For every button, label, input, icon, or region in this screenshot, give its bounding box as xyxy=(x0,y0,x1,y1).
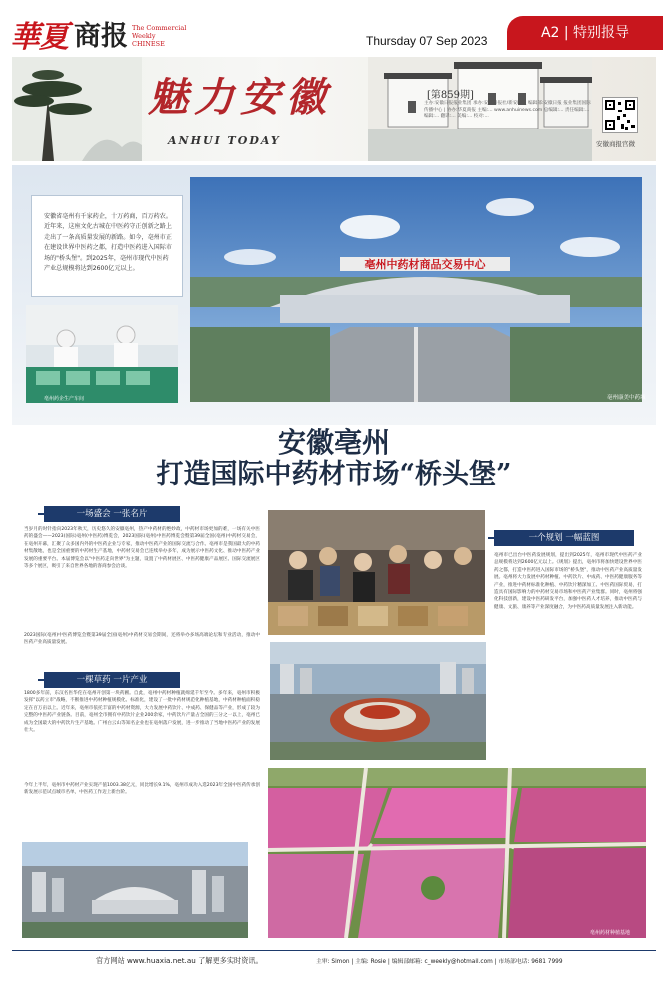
market-aerial-photo xyxy=(270,642,486,760)
qr-caption: 安徽商报官微 xyxy=(596,140,635,148)
section-heading-2: 一棵草药 一片产业 xyxy=(44,672,180,688)
market-building-photo xyxy=(190,177,642,402)
headline-line1: 安徽亳州 xyxy=(277,426,390,459)
section-2-body-2: 今年上半年，亳州市中药材产业实现产值1003.38亿元，同比增长9.1%，亳州市成功入选2023年全国中医药传承创新发展示范试点城市名单，中医药工作迈上新台阶。 xyxy=(24,783,260,796)
issue-date: Thursday 07 Sep 2023 xyxy=(366,34,488,48)
editorial-credits: 主办:安徽日报报业集团 承办:安徽日报社/新安晚报 编辑部:安徽日报 报业集团国际传播中心 | 协办:华夏商报 主编:... www.anhuinews.com 总编辑:... 责任编辑:... 编辑:... 翻译:... 美编:... 校对:... xyxy=(424,101,591,120)
svg-text:亳州中药材商品交易中心: 亳州中药材商品交易中心 xyxy=(364,258,486,271)
section-tab: A2 | 特别报导 xyxy=(507,16,663,50)
section-3-body: 亳州市已出台中医药发展规划，提出到2025年，亳州市现代中医药产业总规模将达到2600亿元以上。《规划》提出，亳州市将加快建设世界中医药之都，打造中医药进入国际市场的"桥头堡"，推动中医药产业高质量发展。亳州将大力发展中药材种植、中药饮片、中成药、中医药健康服务等产业，推进中药材标准化种植、中药饮片精深加工、中医药国际贸易，打造具有国际影响力的中药材交易市场和中医药产业集群。同时，亳州将强化科技创新，建设中医药研发平台，加强中医药人才培养，推动中医药与健康、文旅、康养等产业深度融合，为中医药高质量发展注入新动能。 xyxy=(494,553,642,610)
section-1-body-2: 2023国际(亳州)中医药博览会暨第39届全国(亳州)中药材交易会期间，还将举办多场高端论坛和专业活动，推动中医药产业高质量发展。 xyxy=(24,633,260,646)
headline-line2: 打造国际中药材市场“桥头堡” xyxy=(156,459,512,490)
expo-crowd-photo xyxy=(268,510,485,635)
footer-website[interactable]: 官方网站 www.huaxia.net.au 了解更多实时资讯。 xyxy=(96,956,263,965)
section-1-body: 当岁月的时针指向2023年秋天，历史悠久的安徽亳州，热产中药材的绝妙政，中药材市场更加的难，一场有关中医药的盛会——2023(国际)亳州(中医药)博览会，2023国际(亳州)中医药博览会暨第39届全国(亳州)中药材交易会，在亳州开幕，汇聚了众多国内外的中医药企业与专家，推动中医药产业的国际交流与合作。亳州市是我国最大的中药材集散地，也是全国重要的中药材生产基地，中药材交易会已连续举办多年，成为展示中医药文化、推动中医药产业发展的重要平台。本届博览会以"中医药走向世界"为主题，设置了中药材展区、中医药健康产品展区、国际交流展区等多个展区，吸引了来自世界各地的客商参会洽谈。 xyxy=(24,527,260,570)
field-photo-caption: 亳州药材种植基地 xyxy=(590,930,631,936)
intro-paragraph: 安徽省亳州有千家药企，十万药商，百万药农。近年来，这座文化古城在中医药守正创新之路上走出了一条高质量发展的新路。如今，亳州市正在建设世界中医药之都，打造中医药进入国际市场的"桥头堡"。到2025年，亳州市现代中医药产业总规模将达到2600亿元以上。 xyxy=(44,213,172,273)
section-heading-1: 一场盛会 一张名片 xyxy=(44,506,180,522)
section-heading-3: 一个规划 一幅蓝图 xyxy=(494,530,634,546)
banner-title: 魅力安徽 xyxy=(148,74,332,121)
brand-logo-shangbao: 商报 xyxy=(74,21,128,52)
pharma-factory-photo xyxy=(26,305,178,403)
masthead xyxy=(0,0,668,55)
footer-credits: 主审: Simon | 主编: Rosie | 编辑部邮箱: c_weekly@hotmail.com | 市场部电话: 9681 7999 xyxy=(316,959,563,965)
banner-subtitle: ANHUI TODAY xyxy=(168,134,281,147)
pine-tree-illustration xyxy=(12,57,142,161)
section-2-body: 1800多年前，东汉名医华佗在亳州开创第一块药圃。自此，亳州中药材种植就绵延千年至今。多年来，亳州市积极发挥"以药立市"战略，不断推进中药材种植规模化、标准化，建设了一批中药材规范化种植基地，中药材种植面积稳定在百万亩以上。近年来，亳州市依托丰富的中药材资源，大力发展中药饮片、中成药、保健品等产业，形成了较为完整的中医药产业链条。目前，亳州全市拥有中药饮片企业200余家，中药饮片产量占全国的三分之一以上，亳州已成为全国最大的中药饮片生产基地。广州白云山等知名企业也在亳州落户发展，进一步推动了当地中医药产业的发展壮大。 xyxy=(24,691,260,734)
hero-photo-caption: 亳州康美中药城 xyxy=(607,395,646,401)
issue-number: [第859期] xyxy=(427,90,474,101)
pharma-photo-caption: 亳州药企生产车间 xyxy=(44,396,85,402)
footer-rule xyxy=(12,950,656,951)
brand-subtitle: The Commercial Weekly CHINESE xyxy=(132,24,187,48)
city-aerial-photo xyxy=(22,842,248,938)
brand-logo-hua: 華夏 xyxy=(10,20,68,55)
qr-code-icon[interactable] xyxy=(602,97,638,133)
herb-field-aerial-photo xyxy=(268,768,646,938)
